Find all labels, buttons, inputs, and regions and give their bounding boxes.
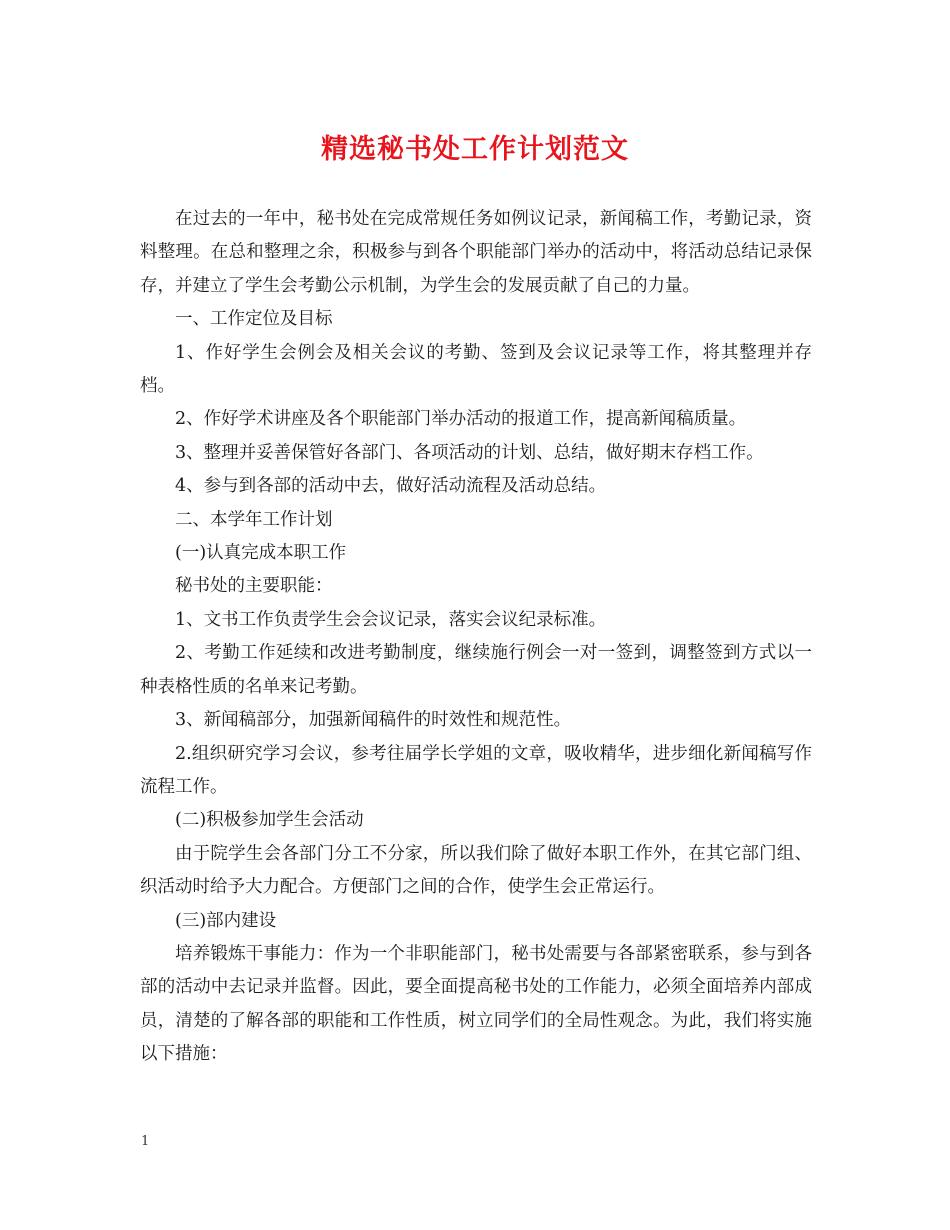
paragraph-item: 由于院学生会各部门分工不分家，所以我们除了做好本职工作外，在其它部门组、织活动时给予大力配合。方便部门之间的合作，使学生会正常运行。	[140, 843, 812, 898]
paragraph-item: 秘书处的主要职能：	[175, 576, 333, 597]
section-heading-1: 一、工作定位及目标	[175, 309, 333, 330]
paragraph-item: 4、参与到各部的活动中去，做好活动流程及活动总结。	[175, 476, 607, 497]
subsection-heading: (二)积极参加学生会活动	[175, 810, 364, 831]
document-title: 精选秘书处工作计划范文	[321, 134, 629, 165]
subsection-heading: (三)部内建设	[175, 910, 277, 931]
paragraph-item: 2、考勤工作延续和改进考勤制度，继续施行例会一对一签到，调整签到方式以一种表格性质的名单来记考勤。	[140, 643, 812, 697]
paragraph-item: 3、整理并妥善保管好各部门、各项活动的计划、总结，做好期末存档工作。	[175, 442, 764, 463]
paragraph-item: 1、作好学生会例会及相关会议的考勤、签到及会议记录等工作，将其整理并存档。	[140, 342, 812, 397]
paragraph-intro: 在过去的一年中，秘书处在完成常规任务如例议记录，新闻稿工作，考勤记录，资料整理。在总和整理之余，积极参与到各个职能部门举办的活动中，将活动总结记录保存，并建立了学生会考勤公示机制，为学生会的发展贡献了自己的力量。	[140, 209, 812, 296]
paragraph-item: 2、作好学术讲座及各个职能部门举办活动的报道工作，提高新闻稿质量。	[175, 409, 747, 430]
paragraph-item: 2.组织研究学习会议，参考往届学长学姐的文章，吸收精华，进步细化新闻稿写作流程工作。	[140, 743, 812, 797]
document-body	[140, 203, 812, 1072]
subsection-heading: (一)认真完成本职工作	[175, 543, 347, 564]
paragraph-item: 培养锻炼干事能力：作为一个非职能部门，秘书处需要与各部紧密联系，参与到各部的活动中去记录并监督。因此，要全面提高秘书处的工作能力，必须全面培养内部成员，清楚的了解各部的职能和工作性质，树立同学们的全局性观念。为此，我们将实施以下措施：	[140, 943, 812, 1065]
paragraph-item: 3、新闻稿部分，加强新闻稿件的时效性和规范性。	[175, 710, 572, 731]
section-heading-2: 二、本学年工作计划	[175, 509, 333, 530]
paragraph-item: 1、文书工作负责学生会会议记录，落实会议纪录标准。	[175, 609, 607, 630]
page-number: 1	[141, 1134, 150, 1149]
